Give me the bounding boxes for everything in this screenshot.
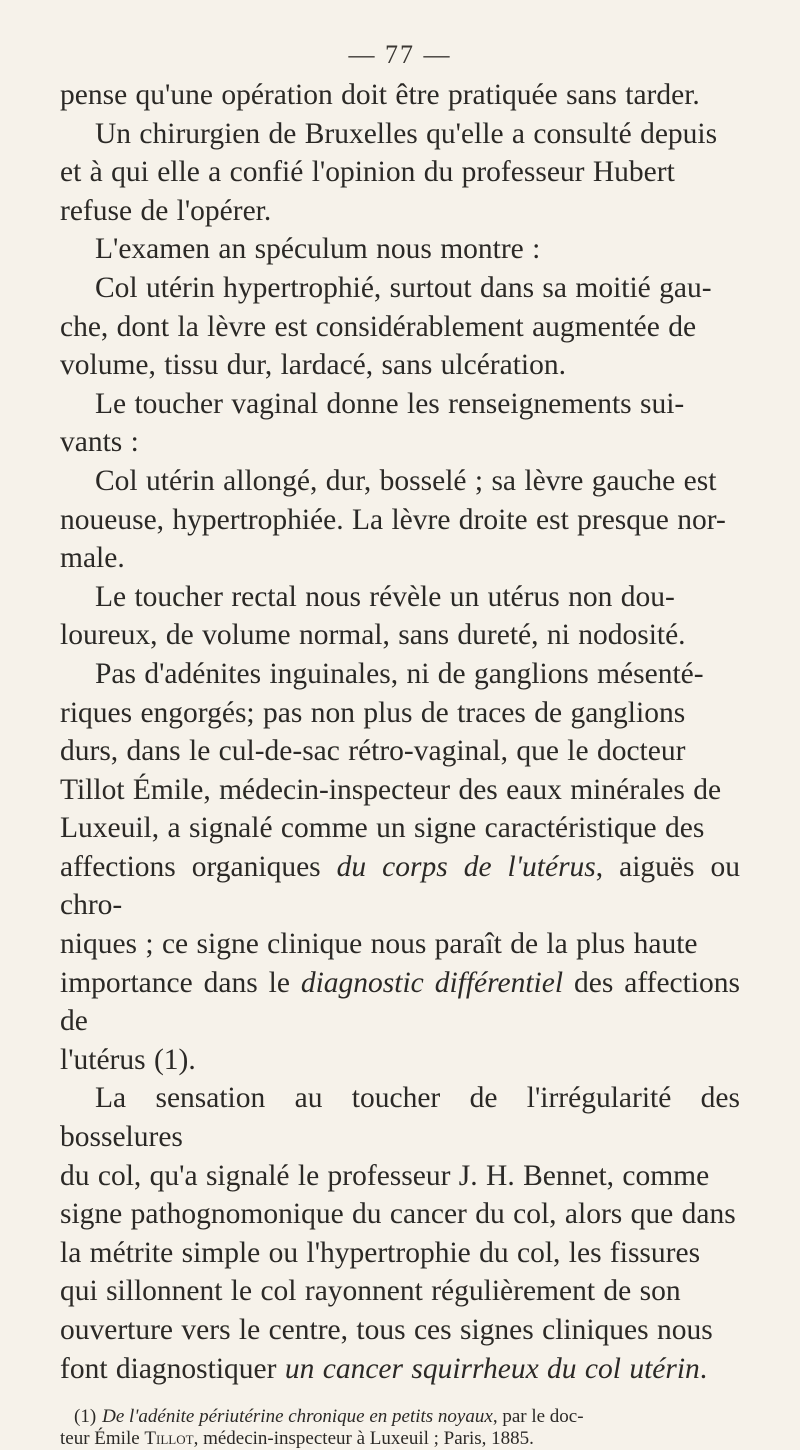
text-line: et à qui elle a confié l'opinion du professeur Hubert bbox=[60, 156, 675, 189]
text-segment: font diagnostiquer bbox=[60, 1352, 285, 1385]
body-text bbox=[60, 76, 740, 1388]
text-line: qui sillonnent le col rayonnent régulièrement de son bbox=[60, 1275, 681, 1308]
text-line: vants : bbox=[60, 426, 139, 459]
text-line: Un chirurgien de Bruxelles qu'elle a consulté depuis bbox=[95, 117, 718, 150]
text-line: Pas d'adénites inguinales, ni de ganglions mésenté- bbox=[95, 657, 704, 690]
text-line: loureux, de volume normal, sans dureté, ni nodosité. bbox=[60, 619, 686, 652]
paragraph-6 bbox=[60, 578, 740, 655]
text-line bbox=[60, 967, 740, 1038]
footnote-text: , médecin-inspecteur à Luxeuil ; Paris, 1885. bbox=[193, 1428, 534, 1450]
text-segment: des affections de bbox=[60, 966, 740, 1038]
italic-phrase: un cancer squirrheux du col utérin bbox=[284, 1352, 700, 1385]
text-line bbox=[60, 851, 740, 922]
footnote bbox=[60, 1406, 740, 1450]
italic-phrase: diagnostic différentiel bbox=[300, 966, 564, 999]
text-line: Col utérin hypertrophié, surtout dans sa moitié gau- bbox=[95, 271, 712, 304]
paragraph-7 bbox=[60, 655, 740, 1080]
footnote-author: Tillot bbox=[144, 1428, 194, 1450]
paragraph-2: L'examen an spéculum nous montre : bbox=[95, 233, 541, 266]
text-line: Tillot Émile, médecin-inspecteur des eaux minérales de bbox=[60, 773, 722, 806]
text-segment: importance dans le bbox=[60, 966, 301, 999]
text-line: che, dont la lèvre est considérablement augmentée de bbox=[60, 310, 697, 343]
text-line: niques ; ce signe clinique nous paraît de la plus haute bbox=[60, 928, 698, 961]
text-line: signe pathognomonique du cancer du col, alors que dans bbox=[60, 1198, 736, 1231]
text-line: volume, tissu dur, lardacé, sans ulcération. bbox=[60, 349, 566, 382]
text-line: La sensation au toucher de l'irrégularité des bosselures bbox=[60, 1082, 740, 1154]
footnote-text: , par le doc- bbox=[492, 1406, 584, 1428]
text-line: pense qu'une opération doit être pratiquée sans tarder. bbox=[60, 79, 700, 111]
text-line: Le toucher vaginal donne les renseignements sui- bbox=[95, 387, 685, 420]
text-line: l'utérus (1). bbox=[60, 1043, 196, 1076]
paragraph-5 bbox=[60, 462, 740, 578]
paragraph-1 bbox=[60, 76, 740, 230]
italic-phrase: du corps de l'utérus bbox=[336, 850, 596, 883]
text-line: Luxeuil, a signalé comme un signe caractéristique des bbox=[60, 812, 705, 845]
text-segment: affections organiques bbox=[60, 850, 337, 883]
text-line: du col, qu'a signalé le professeur J. H. Bennet, comme bbox=[60, 1159, 710, 1192]
text-segment: , aiguës ou chro- bbox=[60, 850, 740, 922]
text-segment: . bbox=[699, 1352, 708, 1385]
text-line: Le toucher rectal nous révèle un utérus non dou- bbox=[95, 580, 675, 613]
footnote-text: teur Émile bbox=[60, 1428, 145, 1450]
paragraph-3 bbox=[60, 269, 740, 385]
footnote-title: De l'adénite périutérine chronique en petits noyaux bbox=[102, 1406, 493, 1428]
book-page bbox=[60, 40, 740, 1450]
paragraph-4 bbox=[60, 385, 740, 462]
text-line: male. bbox=[60, 542, 125, 575]
text-line: ouverture vers le centre, tous ces signes cliniques nous bbox=[60, 1314, 713, 1346]
text-line: la métrite simple ou l'hypertrophie du col, les fissures bbox=[60, 1236, 701, 1269]
text-line bbox=[60, 1353, 707, 1385]
text-line: refuse de l'opérer. bbox=[60, 194, 272, 227]
footnote-marker: (1) bbox=[74, 1406, 97, 1428]
text-line: durs, dans le cul-de-sac rétro-vaginal, que le docteur bbox=[60, 735, 686, 768]
page-number: — 77 — bbox=[348, 40, 452, 69]
paragraph-8 bbox=[60, 1079, 740, 1388]
text-line: noueuse, hypertrophiée. La lèvre droite est presque nor- bbox=[60, 503, 726, 536]
text-line: Col utérin allongé, dur, bosselé ; sa lèvre gauche est bbox=[95, 464, 717, 497]
text-line: riques engorgés; pas non plus de traces de ganglions bbox=[60, 696, 686, 729]
